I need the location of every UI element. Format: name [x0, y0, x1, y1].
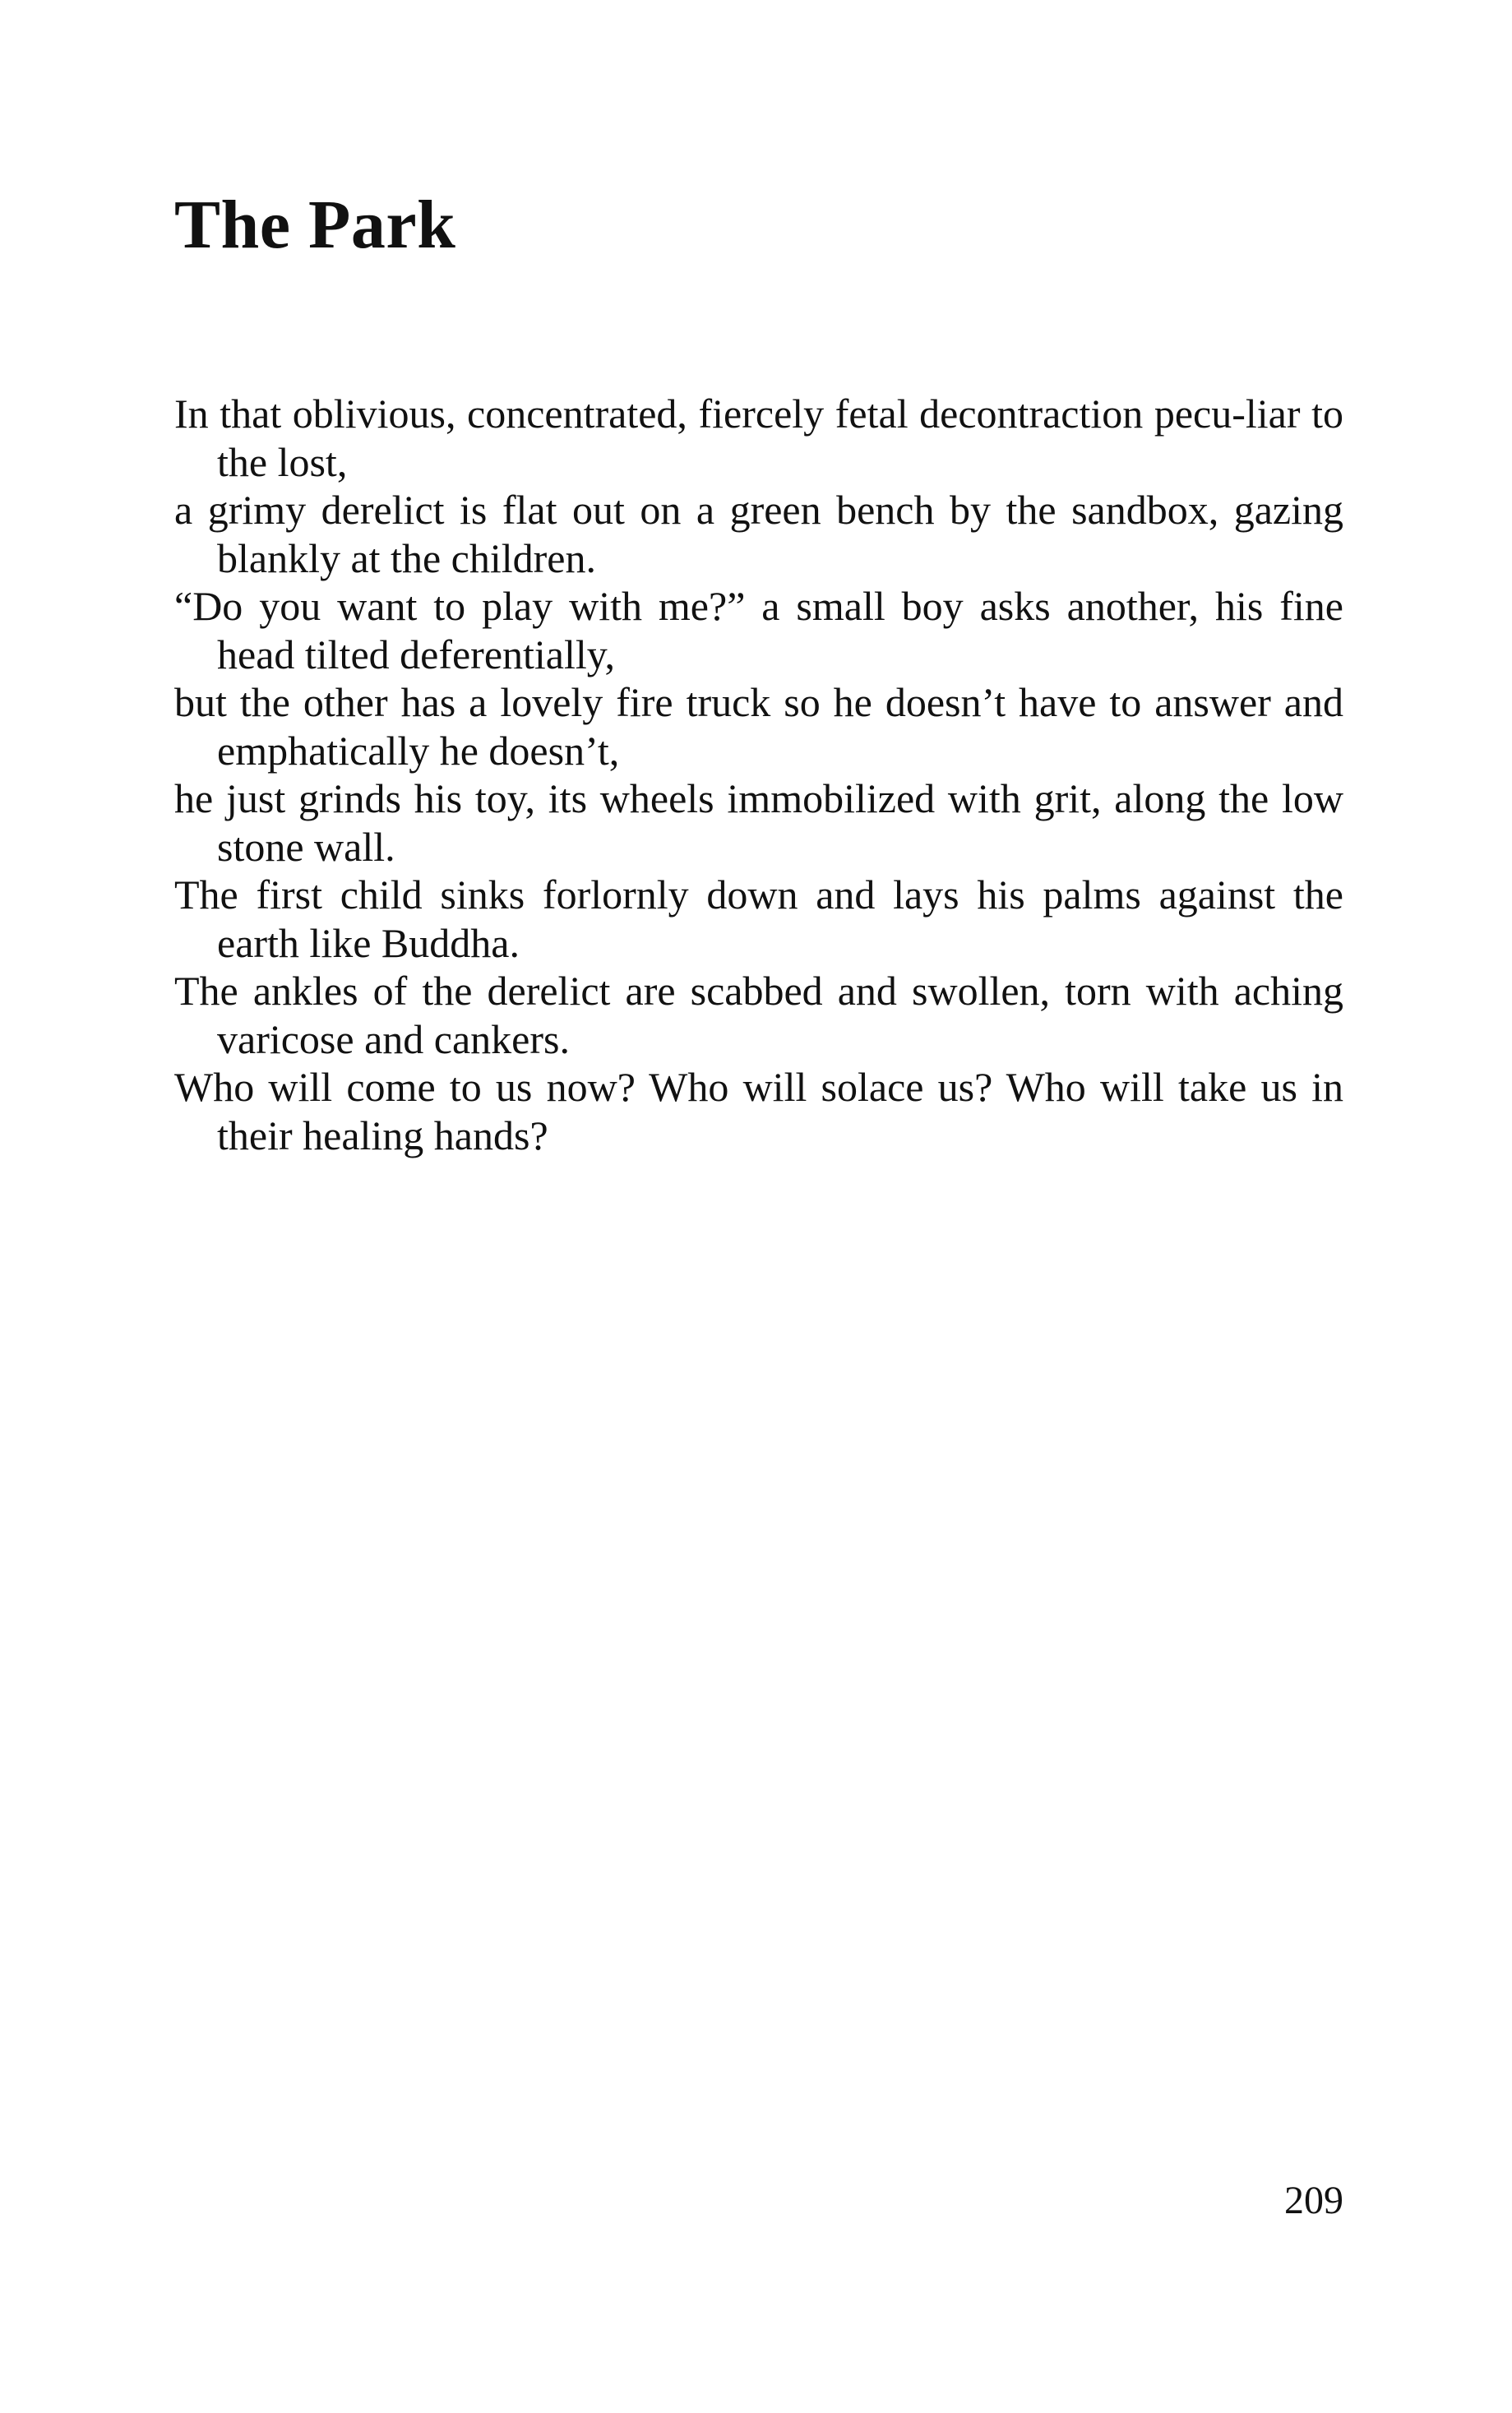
poem-line-2: a grimy derelict is flat out on a green bench by the sandbox, gazing blankly at the children. — [174, 487, 1343, 581]
poem-line-5: he just grinds his toy, its wheels immobilized with grit, along the low stone wall. — [174, 775, 1343, 870]
poem-line-8: Who will come to us now? Who will solace us? Who will take us in their healing hands? — [174, 1064, 1343, 1158]
page-number: 209 — [1284, 2179, 1343, 2222]
poem-line-4: but the other has a lovely fire truck so he doesn’t have to answer and emphatically he doesn’t, — [174, 679, 1343, 774]
poem-body — [174, 390, 1343, 1159]
poem-title: The Park — [174, 187, 456, 263]
poem-line-3: “Do you want to play with me?” a small boy asks another, his fine head tilted deferentially, — [174, 583, 1343, 677]
poem-line-6: The first child sinks forlornly down and lays his palms against the earth like Buddha. — [174, 871, 1343, 966]
poem-line-1: In that oblivious, concentrated, fiercely fetal decontraction pecu-liar to the lost, — [174, 391, 1343, 485]
poem-line-7: The ankles of the derelict are scabbed and swollen, torn with aching varicose and cankers. — [174, 968, 1343, 1062]
